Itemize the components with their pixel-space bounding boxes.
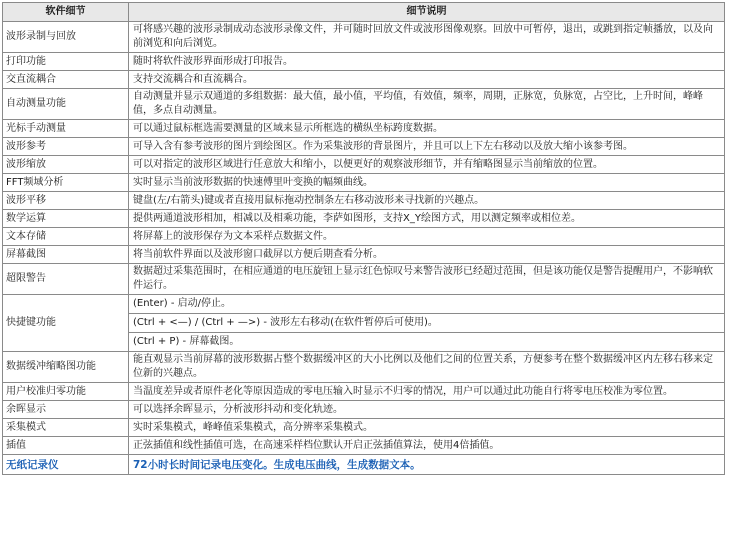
feature-cell: 数学运算	[3, 210, 129, 228]
feature-cell: 打印功能	[3, 53, 129, 71]
col-header-feature: 软件细节	[3, 3, 129, 22]
table-row	[3, 71, 725, 89]
feature-cell: 光标手动测量	[3, 120, 129, 138]
detail-cell: (Ctrl + <—) / (Ctrl + —>) - 波形左右移动(在软件暂停后可使用)。	[129, 314, 725, 333]
detail-cell: 键盘(左/右箭头)键或者直接用鼠标拖动控制条左右移动波形来寻找新的兴趣点。	[129, 192, 725, 210]
detail-cell: 提供两通道波形相加，相减以及相乘功能，李萨如图形，支持X_Y绘图方式，用以测定频率或相位差。	[129, 210, 725, 228]
table-row	[3, 228, 725, 246]
detail-cell: 当温度差异或者原件老化等原因造成的零电压输入时显示不归零的情况，用户可以通过此功能自行将零电压校准为零位置。	[129, 383, 725, 401]
feature-cell: 无纸记录仪	[3, 455, 129, 475]
detail-cell: 能直观显示当前屏幕的波形数据占整个数据缓冲区的大小比例以及他们之间的位置关系，方便参考在整个数据缓冲区内左移右移来定位新的兴趣点。	[129, 352, 725, 383]
detail-cell: 实时采集模式，峰峰值采集模式，高分辨率采集模式。	[129, 419, 725, 437]
detail-cell: 自动测量并显示双通道的多组数据：最大值，最小值，平均值，有效值，频率，周期，正脉宽，负脉宽，占空比，上升时间，峰峰值，多点自动测量。	[129, 89, 725, 120]
table-row	[3, 156, 725, 174]
feature-cell: FFT频域分析	[3, 174, 129, 192]
feature-cell: 波形录制与回放	[3, 22, 129, 53]
feature-cell: 交直流耦合	[3, 71, 129, 89]
feature-cell: 用户校准归零功能	[3, 383, 129, 401]
detail-cell: 支持交流耦合和直流耦合。	[129, 71, 725, 89]
table-row	[3, 22, 725, 53]
detail-cell: (Enter) - 启动/停止。	[129, 295, 725, 314]
detail-cell: 可以对指定的波形区域进行任意放大和缩小，以便更好的观察波形细节，并有缩略图显示当前缩放的位置。	[129, 156, 725, 174]
feature-cell: 超限警告	[3, 264, 129, 295]
table-row	[3, 210, 725, 228]
col-header-details: 细节说明	[129, 3, 725, 22]
detail-cell: 可导入含有参考波形的图片到绘图区。作为采集波形的背景图片，并且可以上下左右移动以及放大缩小该参考图。	[129, 138, 725, 156]
table-row	[3, 352, 725, 383]
detail-cell: 数据超过采集范围时，在相应通道的电压旋钮上显示红色惊叹号来警告波形已经超过范围，但是该功能仅是警告提醒用户，不影响软件运行。	[129, 264, 725, 295]
table-row	[3, 401, 725, 419]
feature-cell: 采集模式	[3, 419, 129, 437]
feature-cell: 波形参考	[3, 138, 129, 156]
detail-cell: 可将感兴趣的波形录制成动态波形录像文件，并可随时回放文件或波形图像观察。回放中可暂停，退出，或跳到指定帧播放，以及向前浏览和向后浏览。	[129, 22, 725, 53]
table-row	[3, 295, 725, 314]
feature-cell: 波形缩放	[3, 156, 129, 174]
table-row	[3, 419, 725, 437]
spec-table	[2, 2, 725, 475]
feature-cell: 余晖显示	[3, 401, 129, 419]
table-row	[3, 120, 725, 138]
detail-cell: 将当前软件界面以及波形窗口截屏以方便后期查看分析。	[129, 246, 725, 264]
table-row	[3, 89, 725, 120]
feature-cell: 文本存储	[3, 228, 129, 246]
table-row	[3, 53, 725, 71]
detail-cell: 实时显示当前波形数据的快速傅里叶变换的幅频曲线。	[129, 174, 725, 192]
table-row	[3, 174, 725, 192]
detail-cell: 可以通过鼠标框选需要测量的区域来显示所框选的横纵坐标跨度数据。	[129, 120, 725, 138]
detail-cell: 将屏幕上的波形保存为文本采样点数据文件。	[129, 228, 725, 246]
detail-cell: 72小时长时间记录电压变化。生成电压曲线，生成数据文本。	[129, 455, 725, 475]
feature-cell: 波形平移	[3, 192, 129, 210]
detail-cell: 正弦插值和线性插值可选，在高速采样档位默认开启正弦插值算法，使用4倍插值。	[129, 437, 725, 455]
detail-cell: (Ctrl + P) - 屏幕截图。	[129, 333, 725, 352]
table-row	[3, 383, 725, 401]
feature-cell: 数据缓冲缩略图功能	[3, 352, 129, 383]
table-row	[3, 455, 725, 475]
table-row	[3, 138, 725, 156]
feature-cell: 屏幕截图	[3, 246, 129, 264]
table-row	[3, 192, 725, 210]
table-row	[3, 437, 725, 455]
table-row	[3, 264, 725, 295]
feature-cell: 快捷键功能	[3, 295, 129, 352]
feature-cell: 自动测量功能	[3, 89, 129, 120]
detail-cell: 随时将软件波形界面形成打印报告。	[129, 53, 725, 71]
feature-cell: 插值	[3, 437, 129, 455]
header-row	[3, 3, 725, 22]
table-row	[3, 246, 725, 264]
detail-cell: 可以选择余晖显示，分析波形抖动和变化轨迹。	[129, 401, 725, 419]
